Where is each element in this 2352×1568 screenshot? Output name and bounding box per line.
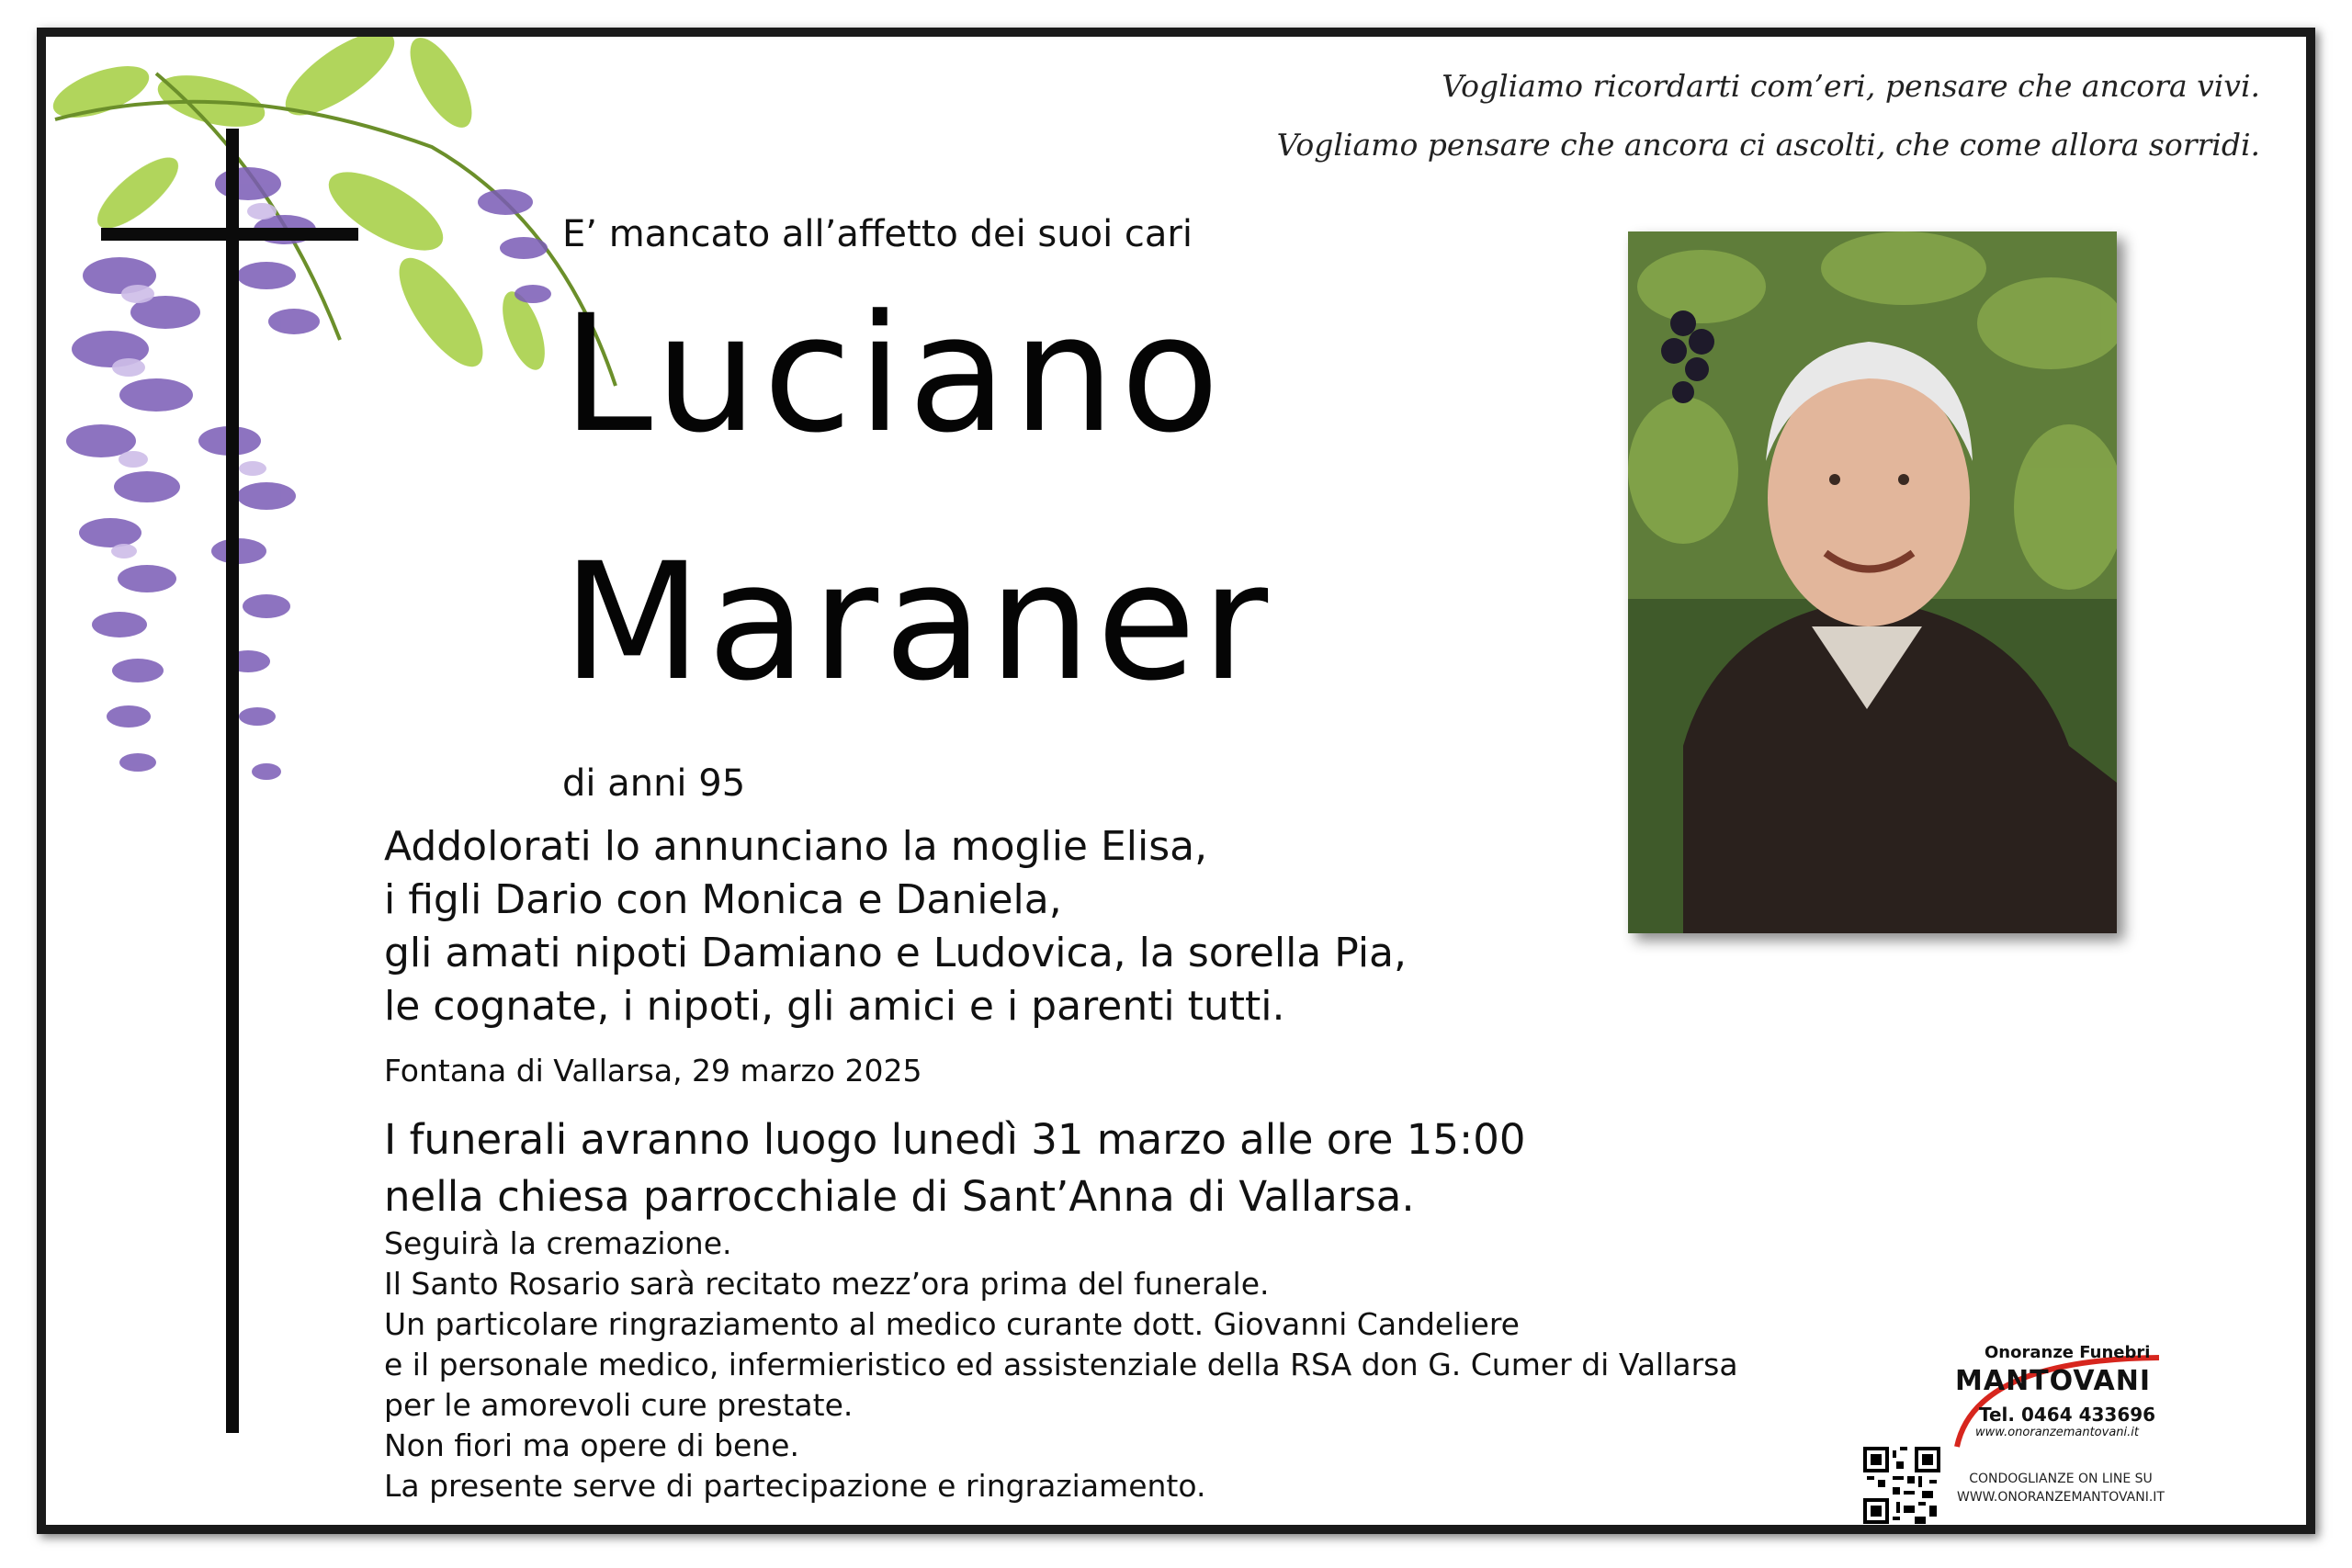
deceased-last-name: Maraner	[562, 528, 1274, 716]
note-line: Un particolare ringraziamento al medico curante dott. Giovanni Candeliere	[384, 1306, 1520, 1342]
cross-icon	[101, 129, 377, 1433]
place-and-date: Fontana di Vallarsa, 29 marzo 2025	[384, 1053, 922, 1089]
funeral-home-phone: Tel. 0464 433696	[1979, 1404, 2156, 1426]
quote-line: Vogliamo ricordarti com’eri, pensare che ancora vivi.	[1442, 68, 2260, 104]
note-line: Seguirà la cremazione.	[384, 1225, 732, 1261]
family-line: gli amati nipoti Damiano e Ludovica, la sorella Pia,	[384, 930, 1407, 976]
funeral-details	[384, 1111, 1525, 1225]
additional-notes	[384, 1224, 1738, 1506]
quote-line: Vogliamo pensare che ancora ci ascolti, che come allora sorridi.	[1276, 127, 2260, 163]
funeral-home-subtitle: Onoranze Funebri	[1984, 1343, 2151, 1362]
note-line: e il personale medico, infermieristico ed assistenziale della RSA don G. Cumer di Vallarsa	[384, 1347, 1738, 1382]
notice-intro: E’ mancato all’affetto dei suoi cari	[562, 213, 1193, 255]
funeral-home-name: MANTOVANI	[1955, 1365, 2152, 1397]
note-line: Non fiori ma opere di bene.	[384, 1427, 799, 1463]
deceased-age: di anni 95	[562, 762, 746, 805]
online-condolences	[1957, 1470, 2165, 1506]
funeral-home-website: www.onoranzemantovani.it	[1975, 1426, 2139, 1439]
note-line: per le amorevoli cure prestate.	[384, 1387, 854, 1423]
funeral-line: I funerali avranno luogo lunedì 31 marzo alle ore 15:00	[384, 1115, 1526, 1164]
qr-code-icon[interactable]	[1863, 1447, 1940, 1524]
condolences-link[interactable]: WWW.ONORANZEMANTOVANI.IT	[1957, 1490, 2165, 1505]
note-line: Il Santo Rosario sarà recitato mezz’ora prima del funerale.	[384, 1266, 1270, 1302]
memorial-quote	[1250, 57, 2260, 175]
family-announcement	[384, 820, 1407, 1033]
condolences-line: CONDOGLIANZE ON LINE SU	[1969, 1472, 2153, 1486]
deceased-portrait	[1628, 231, 2117, 933]
note-line: La presente serve di partecipazione e ringraziamento.	[384, 1468, 1206, 1504]
family-line: i figli Dario con Monica e Daniela,	[384, 876, 1062, 923]
family-line: le cognate, i nipoti, gli amici e i parenti tutti.	[384, 983, 1285, 1030]
deceased-first-name: Luciano	[562, 280, 1226, 468]
family-line: Addolorati lo annunciano la moglie Elisa,	[384, 823, 1208, 870]
funeral-line: nella chiesa parrocchiale di Sant’Anna di Vallarsa.	[384, 1172, 1415, 1221]
